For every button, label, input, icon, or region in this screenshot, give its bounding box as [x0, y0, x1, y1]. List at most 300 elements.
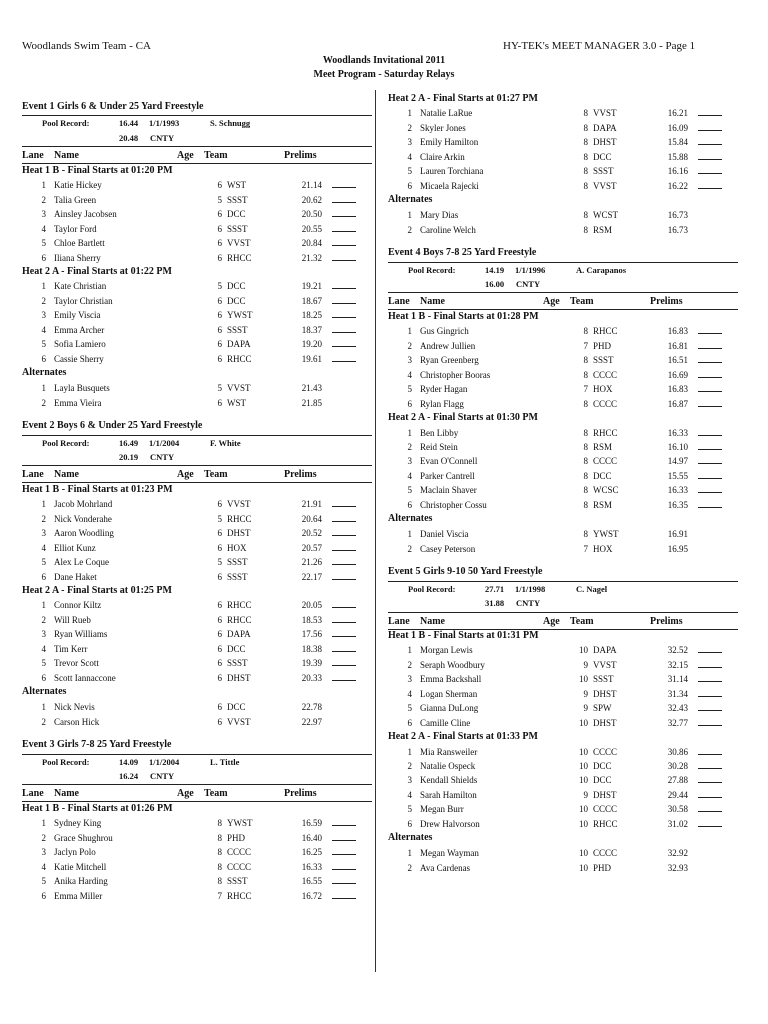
- seed-time: 16.25: [301, 847, 322, 858]
- swimmer-name: Mary Dias: [420, 209, 459, 220]
- entry-row: [388, 426, 738, 440]
- seed-time: 21.14: [301, 180, 322, 191]
- team-code: DCC: [593, 775, 612, 786]
- swimmer-age: 9: [583, 789, 588, 800]
- seed-time: 16.35: [667, 499, 688, 510]
- swimmer-age: 7: [583, 384, 588, 395]
- seed-time: 16.83: [667, 326, 688, 337]
- seed-time: 30.58: [667, 804, 688, 815]
- swimmer-age: 9: [583, 688, 588, 699]
- lane-number: 4: [407, 151, 412, 162]
- entry-row: [388, 368, 738, 382]
- team-code: RSM: [593, 441, 613, 452]
- swimmer-name: Ryan Greenberg: [420, 355, 479, 366]
- record-holder: L. Tittle: [210, 756, 240, 767]
- seed-time: 16.33: [667, 485, 688, 496]
- alternates-title: Alternates: [388, 832, 433, 844]
- entry-row: [388, 802, 738, 816]
- event-title: Event 2 Boys 6 & Under 25 Yard Freestyle: [22, 420, 203, 432]
- seed-time: 16.33: [667, 427, 688, 438]
- swimmer-name: Claire Arkin: [420, 151, 465, 162]
- blank-line: [698, 382, 722, 392]
- team-code: SSST: [593, 674, 614, 685]
- entry-row: [22, 251, 372, 265]
- team-code: RHCC: [593, 427, 618, 438]
- swimmer-name: Emma Vieira: [54, 397, 102, 408]
- entry-blank: [698, 759, 722, 773]
- swimmer-name: Emma Miller: [54, 890, 103, 901]
- entry-row: [22, 541, 372, 555]
- lane-number: 6: [407, 818, 412, 829]
- team-code: CCCC: [593, 398, 618, 409]
- lane-number: 6: [407, 499, 412, 510]
- entry-row: [388, 701, 738, 715]
- entry-row: [388, 121, 738, 135]
- team-code: WST: [227, 397, 246, 408]
- swimmer-name: Tim Kerr: [54, 643, 88, 654]
- team-code: CCCC: [593, 746, 618, 757]
- blank-line: [698, 802, 722, 812]
- lane-number: 1: [41, 499, 46, 510]
- blank-line: [332, 831, 356, 841]
- seed-time: 30.28: [667, 761, 688, 771]
- team-code: RHCC: [227, 600, 252, 611]
- entry-blank: [332, 831, 356, 845]
- team-code: VVST: [227, 499, 251, 510]
- entry-blank: [698, 672, 722, 686]
- swimmer-age: 8: [583, 108, 588, 119]
- record-date: 1/1/1993: [149, 118, 180, 129]
- swimmer-name: Gianna DuLong: [420, 703, 479, 714]
- rule: [22, 784, 372, 785]
- team-code: SSST: [227, 194, 248, 205]
- age-header: Age: [177, 469, 194, 481]
- blank-line: [698, 339, 722, 349]
- blank-line: [332, 642, 356, 652]
- entry-blank: [698, 324, 722, 338]
- pool-record-label: Pool Record:: [408, 583, 456, 594]
- team-code: VVST: [593, 659, 617, 670]
- column-divider: [375, 90, 376, 972]
- entry-row: [22, 279, 372, 293]
- team-header: Team: [204, 469, 228, 481]
- entry-row: [22, 889, 372, 903]
- seed-time: 17.56: [301, 629, 322, 640]
- swimmer-age: 10: [579, 862, 588, 873]
- lane-header: Lane: [388, 615, 410, 627]
- lane-number: 1: [407, 326, 412, 337]
- lane-number: 3: [41, 209, 46, 220]
- swimmer-age: 8: [583, 122, 588, 133]
- entry-blank: [332, 207, 356, 221]
- lane-number: 5: [407, 384, 412, 395]
- swimmer-age: 10: [579, 645, 588, 656]
- name-header: Name: [54, 788, 79, 800]
- lane-number: 2: [41, 295, 46, 306]
- lane-number: 3: [41, 629, 46, 640]
- heat-title: Heat 2 A - Final Starts at 01:25 PM: [22, 585, 172, 596]
- team-code: VVST: [227, 238, 251, 249]
- entry-row: [388, 861, 738, 875]
- team-header: Team: [204, 788, 228, 800]
- swimmer-name: Cassie Sherry: [54, 353, 104, 364]
- team-header: Woodlands Swim Team - CA: [22, 40, 151, 52]
- entry-blank: [698, 121, 722, 135]
- blank-line: [698, 716, 722, 726]
- swimmer-age: 5: [217, 513, 222, 524]
- swimmer-name: Elliot Kunz: [54, 542, 96, 553]
- swimmer-name: Alex Le Coque: [54, 557, 109, 568]
- lane-number: 2: [41, 832, 46, 843]
- pool-record: [22, 755, 372, 769]
- lane-number: 4: [41, 223, 46, 234]
- team-code: RHCC: [593, 818, 618, 829]
- swimmer-name: Caroline Welch: [420, 224, 476, 235]
- seed-time: 20.62: [301, 194, 322, 205]
- entry-row: [22, 598, 372, 612]
- entry-row: [388, 716, 738, 730]
- blank-line: [698, 643, 722, 653]
- event-title: Event 3 Girls 7-8 25 Yard Freestyle: [22, 739, 172, 751]
- blank-line: [332, 627, 356, 637]
- lane-number: 3: [41, 310, 46, 321]
- swimmer-age: 8: [583, 499, 588, 510]
- entry-row: [388, 542, 738, 556]
- entry-row: [388, 773, 738, 787]
- entry-blank: [698, 716, 722, 730]
- heat-title: Heat 2 A - Final Starts at 01:30 PM: [388, 412, 538, 424]
- lane-number: 3: [407, 674, 412, 685]
- rule: [22, 465, 372, 466]
- seed-time: 15.84: [667, 137, 688, 148]
- swimmer-age: 6: [217, 716, 222, 727]
- swimmer-age: 6: [217, 600, 222, 611]
- heat-title: Heat 2 A - Final Starts at 01:27 PM: [388, 93, 538, 104]
- team-code: SSST: [227, 876, 248, 887]
- seed-time: 22.97: [301, 716, 322, 727]
- lane-number: 1: [41, 180, 46, 191]
- lane-number: 2: [41, 194, 46, 205]
- lane-number: 2: [407, 441, 412, 452]
- swimmer-name: Emma Backshall: [420, 674, 482, 685]
- seed-time: 32.15: [667, 659, 688, 670]
- swimmer-age: 8: [217, 832, 222, 843]
- swimmer-name: Casey Peterson: [420, 543, 476, 554]
- blank-line: [698, 121, 722, 131]
- lane-number: 3: [407, 456, 412, 467]
- team-code: CCCC: [593, 847, 618, 858]
- record-holder: A. Carapanos: [576, 264, 627, 275]
- entry-blank: [698, 817, 722, 831]
- entry-blank: [698, 745, 722, 759]
- cut-label: CNTY: [516, 279, 541, 289]
- record-time: 27.71: [485, 583, 505, 594]
- seed-time: 32.77: [667, 717, 688, 728]
- blank-line: [332, 294, 356, 304]
- entry-row: [22, 526, 372, 540]
- lane-number: 4: [41, 861, 46, 872]
- lane-header: Lane: [388, 296, 410, 308]
- lane-number: 2: [41, 397, 46, 408]
- team-code: DAPA: [593, 122, 617, 133]
- blank-line: [332, 178, 356, 188]
- age-header: Age: [543, 296, 560, 308]
- swimmer-age: 7: [583, 340, 588, 351]
- entry-blank: [332, 193, 356, 207]
- blank-line: [698, 658, 722, 668]
- entry-row: [22, 222, 372, 236]
- swimmer-age: 8: [583, 369, 588, 380]
- entry-row: [22, 831, 372, 845]
- entry-row: [22, 570, 372, 584]
- entry-blank: [332, 279, 356, 293]
- swimmer-age: 5: [217, 557, 222, 568]
- blank-line: [698, 368, 722, 378]
- team-code: VVST: [593, 180, 617, 191]
- entry-blank: [332, 671, 356, 685]
- entry-row: [388, 788, 738, 802]
- rule: [388, 292, 738, 293]
- entry-blank: [698, 164, 722, 178]
- county-cut: [22, 131, 372, 145]
- blank-line: [332, 671, 356, 681]
- entry-row: [388, 353, 738, 367]
- blank-line: [698, 440, 722, 450]
- swimmer-name: Gus Gingrich: [420, 326, 469, 337]
- swimmer-name: Ryder Hagan: [420, 384, 468, 395]
- seed-time: 15.55: [667, 470, 688, 481]
- seed-time: 21.26: [301, 557, 322, 568]
- swimmer-age: 8: [583, 166, 588, 177]
- lane-number: 3: [407, 775, 412, 786]
- swimmer-age: 6: [217, 295, 222, 306]
- swimmer-age: 8: [217, 876, 222, 887]
- swimmer-age: 10: [579, 674, 588, 685]
- lane-number: 5: [407, 485, 412, 496]
- blank-line: [332, 613, 356, 623]
- lane-number: 5: [41, 557, 46, 568]
- team-code: WST: [227, 180, 246, 191]
- swimmer-age: 8: [217, 861, 222, 872]
- record-holder: S. Schnugg: [210, 118, 251, 129]
- alternates-title: Alternates: [22, 686, 67, 698]
- swimmer-age: 7: [583, 543, 588, 554]
- seed-time: 20.64: [301, 513, 322, 524]
- record-holder: C. Nagel: [576, 583, 608, 594]
- swimmer-age: 8: [583, 470, 588, 481]
- seed-time: 21.32: [301, 252, 322, 263]
- seed-time: 18.37: [301, 324, 322, 335]
- lane-number: 5: [41, 339, 46, 350]
- team-code: DCC: [227, 209, 246, 220]
- entry-row: [22, 845, 372, 859]
- cut-time: 16.24: [119, 771, 139, 781]
- team-header: Team: [204, 150, 228, 162]
- entry-row: [22, 352, 372, 366]
- team-code: SSST: [227, 324, 248, 335]
- entry-blank: [698, 643, 722, 657]
- lane-number: 6: [41, 890, 46, 901]
- entry-blank: [698, 179, 722, 193]
- heat-title: Heat 1 B - Final Starts at 01:26 PM: [22, 802, 173, 814]
- alternates-title: Alternates: [388, 513, 433, 525]
- team-header: Team: [570, 615, 594, 627]
- entry-blank: [698, 339, 722, 353]
- entry-blank: [332, 308, 356, 322]
- swimmer-age: 10: [579, 804, 588, 815]
- swimmer-age: 9: [583, 703, 588, 714]
- seed-time: 30.86: [667, 746, 688, 757]
- entry-blank: [332, 874, 356, 888]
- blank-line: [332, 845, 356, 855]
- county-cut: [22, 769, 372, 783]
- lane-number: 1: [407, 108, 412, 119]
- seed-time: 31.34: [667, 688, 688, 699]
- seed-time: 16.81: [667, 340, 688, 351]
- entry-blank: [698, 368, 722, 382]
- swimmer-name: Natalie Ospeck: [420, 761, 476, 771]
- seed-time: 32.93: [667, 862, 688, 873]
- lane-number: 4: [41, 542, 46, 553]
- blank-line: [698, 687, 722, 697]
- pool-record-label: Pool Record:: [42, 437, 90, 448]
- cut-label: CNTY: [150, 771, 175, 781]
- swimmer-age: 6: [217, 310, 222, 321]
- blank-line: [332, 352, 356, 362]
- entry-row: [22, 294, 372, 308]
- swimmer-age: 9: [583, 659, 588, 670]
- blank-line: [698, 353, 722, 363]
- entry-row: [22, 671, 372, 685]
- column-headers: [388, 615, 738, 630]
- team-code: VVST: [593, 108, 617, 119]
- seed-time: 22.17: [301, 571, 322, 582]
- swimmer-age: 6: [217, 571, 222, 582]
- blank-line: [332, 526, 356, 536]
- entry-blank: [332, 294, 356, 308]
- swimmer-name: Layla Busquets: [54, 382, 110, 393]
- name-header: Name: [54, 150, 79, 162]
- swimmer-name: Anika Harding: [54, 876, 108, 887]
- swimmer-name: Grace Shughrou: [54, 832, 113, 843]
- lane-number: 1: [41, 382, 46, 393]
- swimmer-age: 6: [217, 252, 222, 263]
- seed-time: 21.85: [301, 397, 322, 408]
- team-code: DHST: [593, 789, 617, 800]
- swimmer-age: 10: [579, 847, 588, 858]
- entry-blank: [698, 382, 722, 396]
- entry-row: [22, 627, 372, 641]
- entry-row: [388, 643, 738, 657]
- team-code: SSST: [593, 166, 614, 177]
- swimmer-name: Iliana Sherry: [54, 252, 101, 263]
- team-code: CCCC: [227, 861, 252, 872]
- swimmer-name: Kendall Shields: [420, 775, 478, 786]
- seed-time: 16.21: [667, 108, 688, 119]
- entry-row: [388, 498, 738, 512]
- swimmer-name: Evan O'Connell: [420, 456, 478, 467]
- lane-number: 6: [41, 672, 46, 683]
- entry-blank: [332, 816, 356, 830]
- entry-blank: [698, 426, 722, 440]
- record-time: 14.19: [485, 264, 505, 275]
- seed-time: 19.20: [301, 339, 322, 350]
- seed-time: 19.39: [301, 658, 322, 669]
- lane-number: 1: [407, 528, 412, 539]
- seed-time: 16.40: [301, 832, 322, 843]
- swimmer-name: Jacob Mohrland: [54, 499, 113, 510]
- seed-time: 20.57: [301, 542, 322, 553]
- swimmer-name: Emma Archer: [54, 324, 105, 335]
- alternates-title: Alternates: [22, 367, 67, 379]
- swimmer-age: 8: [583, 528, 588, 539]
- record-time: 16.49: [119, 437, 139, 448]
- heat-title: Heat 1 B - Final Starts at 01:23 PM: [22, 483, 173, 495]
- cut-time: 31.88: [485, 598, 505, 609]
- lane-number: 3: [41, 528, 46, 539]
- swimmer-age: 8: [583, 456, 588, 467]
- blank-line: [698, 426, 722, 436]
- entry-row: [22, 193, 372, 207]
- team-code: CCCC: [593, 804, 618, 815]
- lane-number: 3: [407, 137, 412, 148]
- entry-row: [388, 339, 738, 353]
- seed-time: 16.55: [301, 876, 322, 887]
- team-code: DHST: [227, 672, 251, 683]
- entry-row: [388, 527, 738, 541]
- blank-line: [332, 816, 356, 826]
- entry-blank: [332, 845, 356, 859]
- team-code: VVST: [227, 382, 251, 393]
- team-code: DCC: [227, 295, 246, 306]
- seed-time: 15.88: [667, 151, 688, 162]
- record-date: 1/1/1996: [515, 264, 546, 275]
- pool-record: [388, 263, 738, 277]
- blank-line: [698, 483, 722, 493]
- swimmer-name: Talia Green: [54, 194, 97, 205]
- lane-number: 2: [41, 513, 46, 524]
- swimmer-age: 7: [217, 890, 222, 901]
- column-headers: [22, 149, 372, 164]
- prelims-header: Prelims: [650, 296, 683, 308]
- blank-line: [698, 672, 722, 682]
- entry-row: [22, 715, 372, 729]
- team-code: PHD: [593, 862, 612, 873]
- entry-row: [388, 179, 738, 193]
- swimmer-age: 8: [583, 441, 588, 452]
- entry-blank: [332, 598, 356, 612]
- blank-line: [332, 193, 356, 203]
- entry-blank: [332, 337, 356, 351]
- blank-line: [698, 788, 722, 798]
- lane-number: 4: [41, 643, 46, 654]
- heat-title: Heat 1 B - Final Starts at 01:31 PM: [388, 629, 539, 641]
- swimmer-name: Sarah Hamilton: [420, 789, 477, 800]
- lane-number: 5: [41, 658, 46, 669]
- swimmer-name: Taylor Ford: [54, 223, 97, 234]
- entry-blank: [698, 498, 722, 512]
- swimmer-age: 5: [217, 281, 222, 292]
- entry-blank: [332, 512, 356, 526]
- entry-row: [388, 106, 738, 120]
- seed-time: 16.51: [667, 355, 688, 366]
- swimmer-name: Scott Iannaccone: [54, 672, 116, 683]
- entry-blank: [698, 397, 722, 411]
- blank-line: [332, 279, 356, 289]
- swimmer-name: Sofia Lamiero: [54, 339, 106, 350]
- meet-titles: [0, 54, 768, 82]
- lane-header: Lane: [22, 150, 44, 162]
